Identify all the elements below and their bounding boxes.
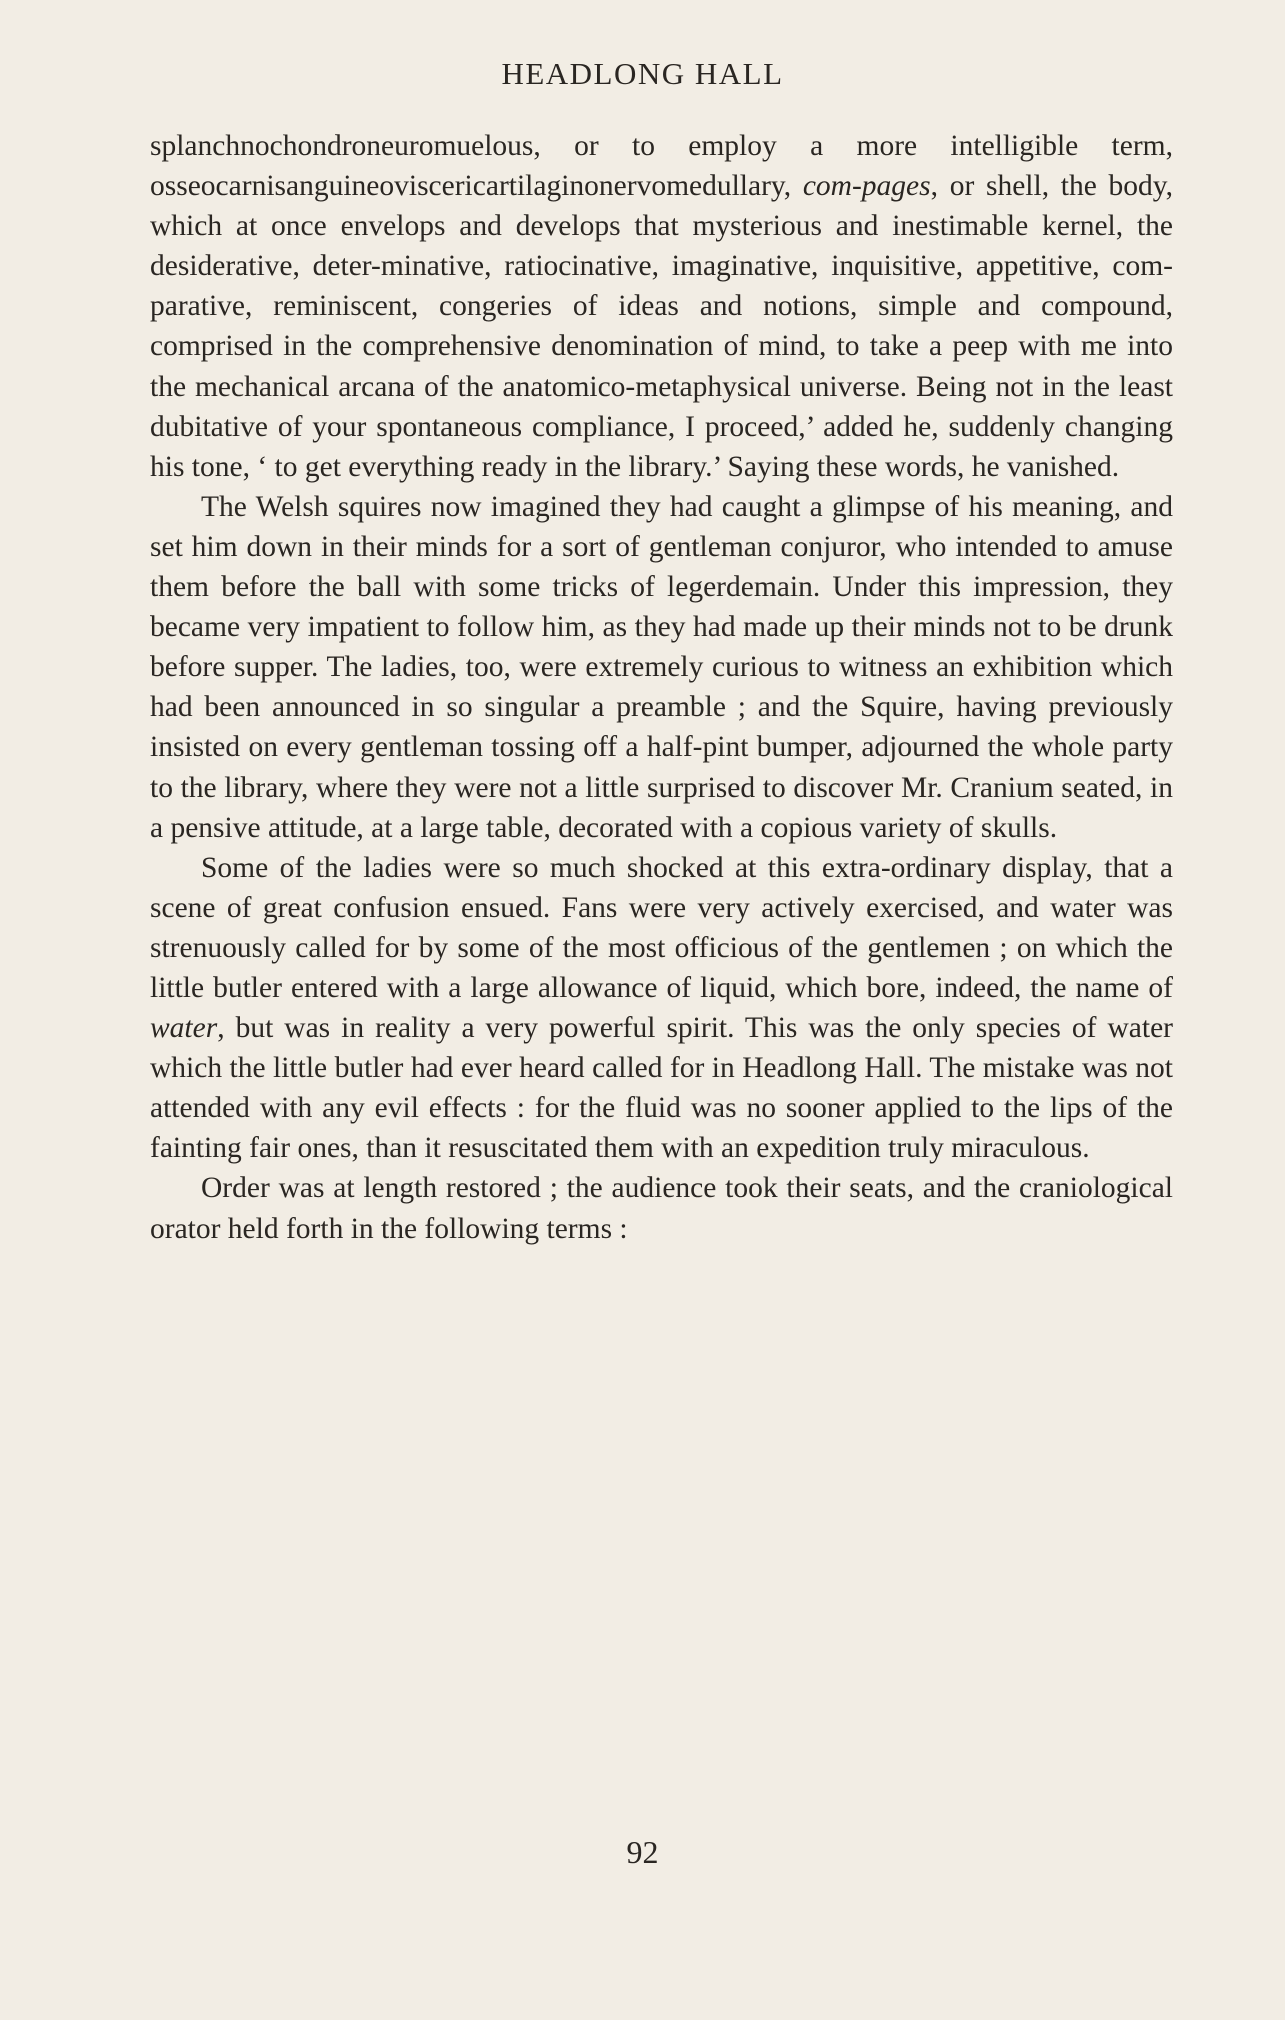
paragraph-3-text-c: , but was in reality a very powerful spirit. This was the only species of water which the little butler had ever heard called for in Headlong Hall. The mistake was not attended with any evil effects : for the fluid was no sooner applied to the lips of the fainting fair ones, than it resuscitated them with an expedition truly miraculous. — [150, 1012, 1173, 1165]
paragraph-1-text-a: splanchnochondroneuromuelous, or to employ a more intelligible term, osseocarnisanguineoviscericartilaginonervomedullary, — [150, 130, 1173, 203]
paragraph-3-italic-water: water — [150, 1012, 218, 1045]
paragraph-1-text-c: , or shell, the body, which at once envelops and develops that mysterious and inestimable kernel, the desiderative, deter-minative, ratiocinative, imaginative, inquisitive, appetitive, com-parative, reminiscent, congeries of ideas and notions, simple and compound, comprised in the comprehensive denomination of mind, to take a peep with me into the mechanical arcana of the anatomico-metaphysical universe. Being not in the least dubitative of your spontaneous compliance, I proceed,’ added he, suddenly changing his tone, ‘ to get everything ready in the library.’ Saying these words, he vanished. — [150, 170, 1173, 483]
running-head: HEADLONG HALL — [501, 56, 784, 91]
paragraph-1 — [150, 126, 1173, 487]
paragraph-3 — [150, 848, 1173, 1169]
paragraph-1-italic-compages: com-pages — [802, 170, 931, 203]
page-number: 92 — [626, 1834, 659, 1870]
paragraph-4: Order was at length restored ; the audience took their seats, and the craniological orator held forth in the following terms : — [150, 1172, 1173, 1245]
body-text — [150, 126, 1173, 1249]
paragraph-3-text-a: Some of the ladies were so much shocked at this extra-ordinary display, that a scene of great confusion ensued. Fans were very actively exercised, and water was strenuously called for by some of the most officious of the gentlemen ; on which the little butler entered with a large allowance of liquid, which bore, indeed, the name of — [150, 851, 1173, 1004]
paragraph-2: The Welsh squires now imagined they had caught a glimpse of his meaning, and set him down in their minds for a sort of gentleman conjuror, who intended to amuse them before the ball with some tricks of legerdemain. Under this impression, they became very impatient to follow him, as they had made up their minds not to be drunk before supper. The ladies, too, were extremely curious to witness an exhibition which had been announced in so singular a preamble ; and the Squire, having previously insisted on every gentleman tossing off a half-pint bumper, adjourned the whole party to the library, where they were not a little surprised to discover Mr. Cranium seated, in a pensive attitude, at a large table, decorated with a copious variety of skulls. — [150, 490, 1173, 844]
